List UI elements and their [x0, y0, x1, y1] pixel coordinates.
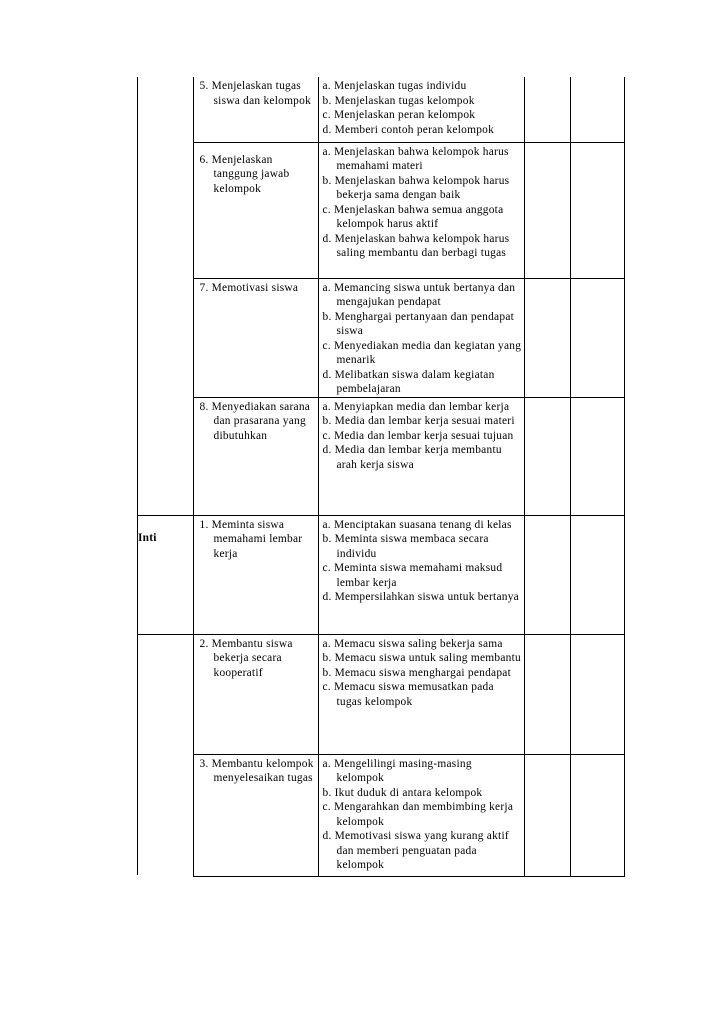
table-row [137, 515, 624, 634]
indicator-item: c. Menjelaskan bahwa semua anggota kelompok harus aktif [322, 203, 504, 230]
aspect-text: 1. Meminta siswa memahami lembar kerja [199, 518, 303, 560]
phase-cell [137, 397, 193, 515]
indicator-cell [318, 278, 524, 397]
aspect-cell [193, 515, 318, 634]
aspect-text: 3. Membantu kelompok menyelesaikan tugas [199, 757, 314, 784]
aspect-cell [193, 77, 318, 142]
table-row [137, 754, 624, 876]
score-cell [570, 397, 624, 515]
indicator-item: d. Melibatkan siswa dalam kegiatan pembelajaran [322, 368, 495, 395]
score-cell [524, 397, 570, 515]
score-cell [524, 77, 570, 142]
indicator-item: c. Mengarahkan dan membimbing kerja kelompok [322, 801, 514, 828]
phase-label: Inti [137, 515, 193, 634]
aspect-text: 2. Membantu siswa bekerja secara kooperatif [199, 637, 293, 679]
indicator-item: a. Memancing siswa untuk bertanya dan mengajukan pendapat [322, 281, 516, 308]
phase-cell [137, 278, 193, 397]
aspect-cell [193, 397, 318, 515]
indicator-item: b. Media dan lembar kerja sesuai materi [322, 415, 515, 427]
indicator-item: c. Menjelaskan peran kelompok [322, 109, 476, 121]
score-cell [570, 634, 624, 754]
indicator-item: c. Memacu siswa memusatkan pada tugas kelompok [322, 681, 494, 708]
table-row [137, 278, 624, 397]
phase-cell [137, 754, 193, 876]
indicator-item: c. Media dan lembar kerja sesuai tujuan [322, 429, 514, 442]
score-cell [524, 515, 570, 634]
score-cell [524, 754, 570, 876]
indicator-item: a. Memacu siswa saling bekerja sama [322, 637, 503, 650]
table-row [137, 77, 624, 142]
indicator-item: c. Meminta siswa memahami maksud lembar kerja [322, 562, 503, 589]
score-cell [570, 77, 624, 142]
indicator-item: b. Menjelaskan bahwa kelompok harus bekerja sama dengan baik [322, 174, 510, 201]
table-row [137, 142, 624, 278]
indicator-item: d. Memotivasi siswa yang kurang aktif dan memberi penguatan pada kelompok [322, 830, 509, 871]
indicator-cell [318, 634, 524, 754]
indicator-item: a. Menjelaskan tugas individu [322, 80, 467, 92]
indicator-item: d. Mempersilahkan siswa untuk bertanya [322, 591, 519, 603]
aspect-text: 5. Menjelaskan tugas siswa dan kelompok [199, 80, 312, 107]
indicator-item: b. Meminta siswa membaca secara individu [322, 533, 489, 560]
aspect-text: 7. Memotivasi siswa [199, 281, 299, 294]
indicator-item: d. Memberi contoh peran kelompok [322, 123, 495, 136]
indicator-item: b. Memacu siswa menghargai pendapat [322, 666, 512, 679]
indicator-item: b. Ikut duduk di antara kelompok [322, 786, 483, 799]
score-cell [524, 634, 570, 754]
score-cell [524, 278, 570, 397]
indicator-item: d. Media dan lembar kerja membantu arah kerja siswa [322, 444, 502, 471]
score-cell [570, 515, 624, 634]
table-row [137, 634, 624, 754]
phase-cell [137, 77, 193, 142]
aspect-cell [193, 634, 318, 754]
aspect-text: 8. Menyediakan sarana dan prasarana yang dibutuhkan [199, 400, 311, 442]
indicator-cell [318, 77, 524, 142]
aspect-cell [193, 278, 318, 397]
indicator-cell [318, 754, 524, 876]
indicator-item: a. Menciptakan suasana tenang di kelas [322, 518, 512, 531]
score-cell [524, 142, 570, 278]
indicator-cell [318, 515, 524, 634]
indicator-item: b. Menghargai pertanyaan dan pendapat siswa [322, 310, 515, 337]
aspect-text: 6. Menjelaskan tanggung jawab kelompok [199, 153, 290, 195]
indicator-cell [318, 142, 524, 278]
indicator-cell [318, 397, 524, 515]
phase-cell [137, 634, 193, 754]
aspect-cell [193, 142, 318, 278]
phase-cell [137, 142, 193, 278]
indicator-item: a. Menyiapkan media dan lembar kerja [322, 400, 510, 413]
indicator-item: b. Memacu siswa untuk saling membantu [322, 652, 521, 664]
table-row [137, 397, 624, 515]
aspect-cell [193, 754, 318, 876]
indicator-item: d. Menjelaskan bahwa kelompok harus saling membantu dan berbagi tugas [322, 232, 510, 259]
indicator-item: a. Menjelaskan bahwa kelompok harus memahami materi [322, 145, 509, 172]
score-cell [570, 754, 624, 876]
score-cell [570, 278, 624, 397]
indicator-item: b. Menjelaskan tugas kelompok [322, 94, 475, 107]
observation-table [137, 77, 625, 877]
indicator-item: a. Mengelilingi masing-masing kelompok [322, 757, 472, 784]
indicator-item: c. Menyediakan media dan kegiatan yang menarik [322, 339, 522, 366]
score-cell [570, 142, 624, 278]
